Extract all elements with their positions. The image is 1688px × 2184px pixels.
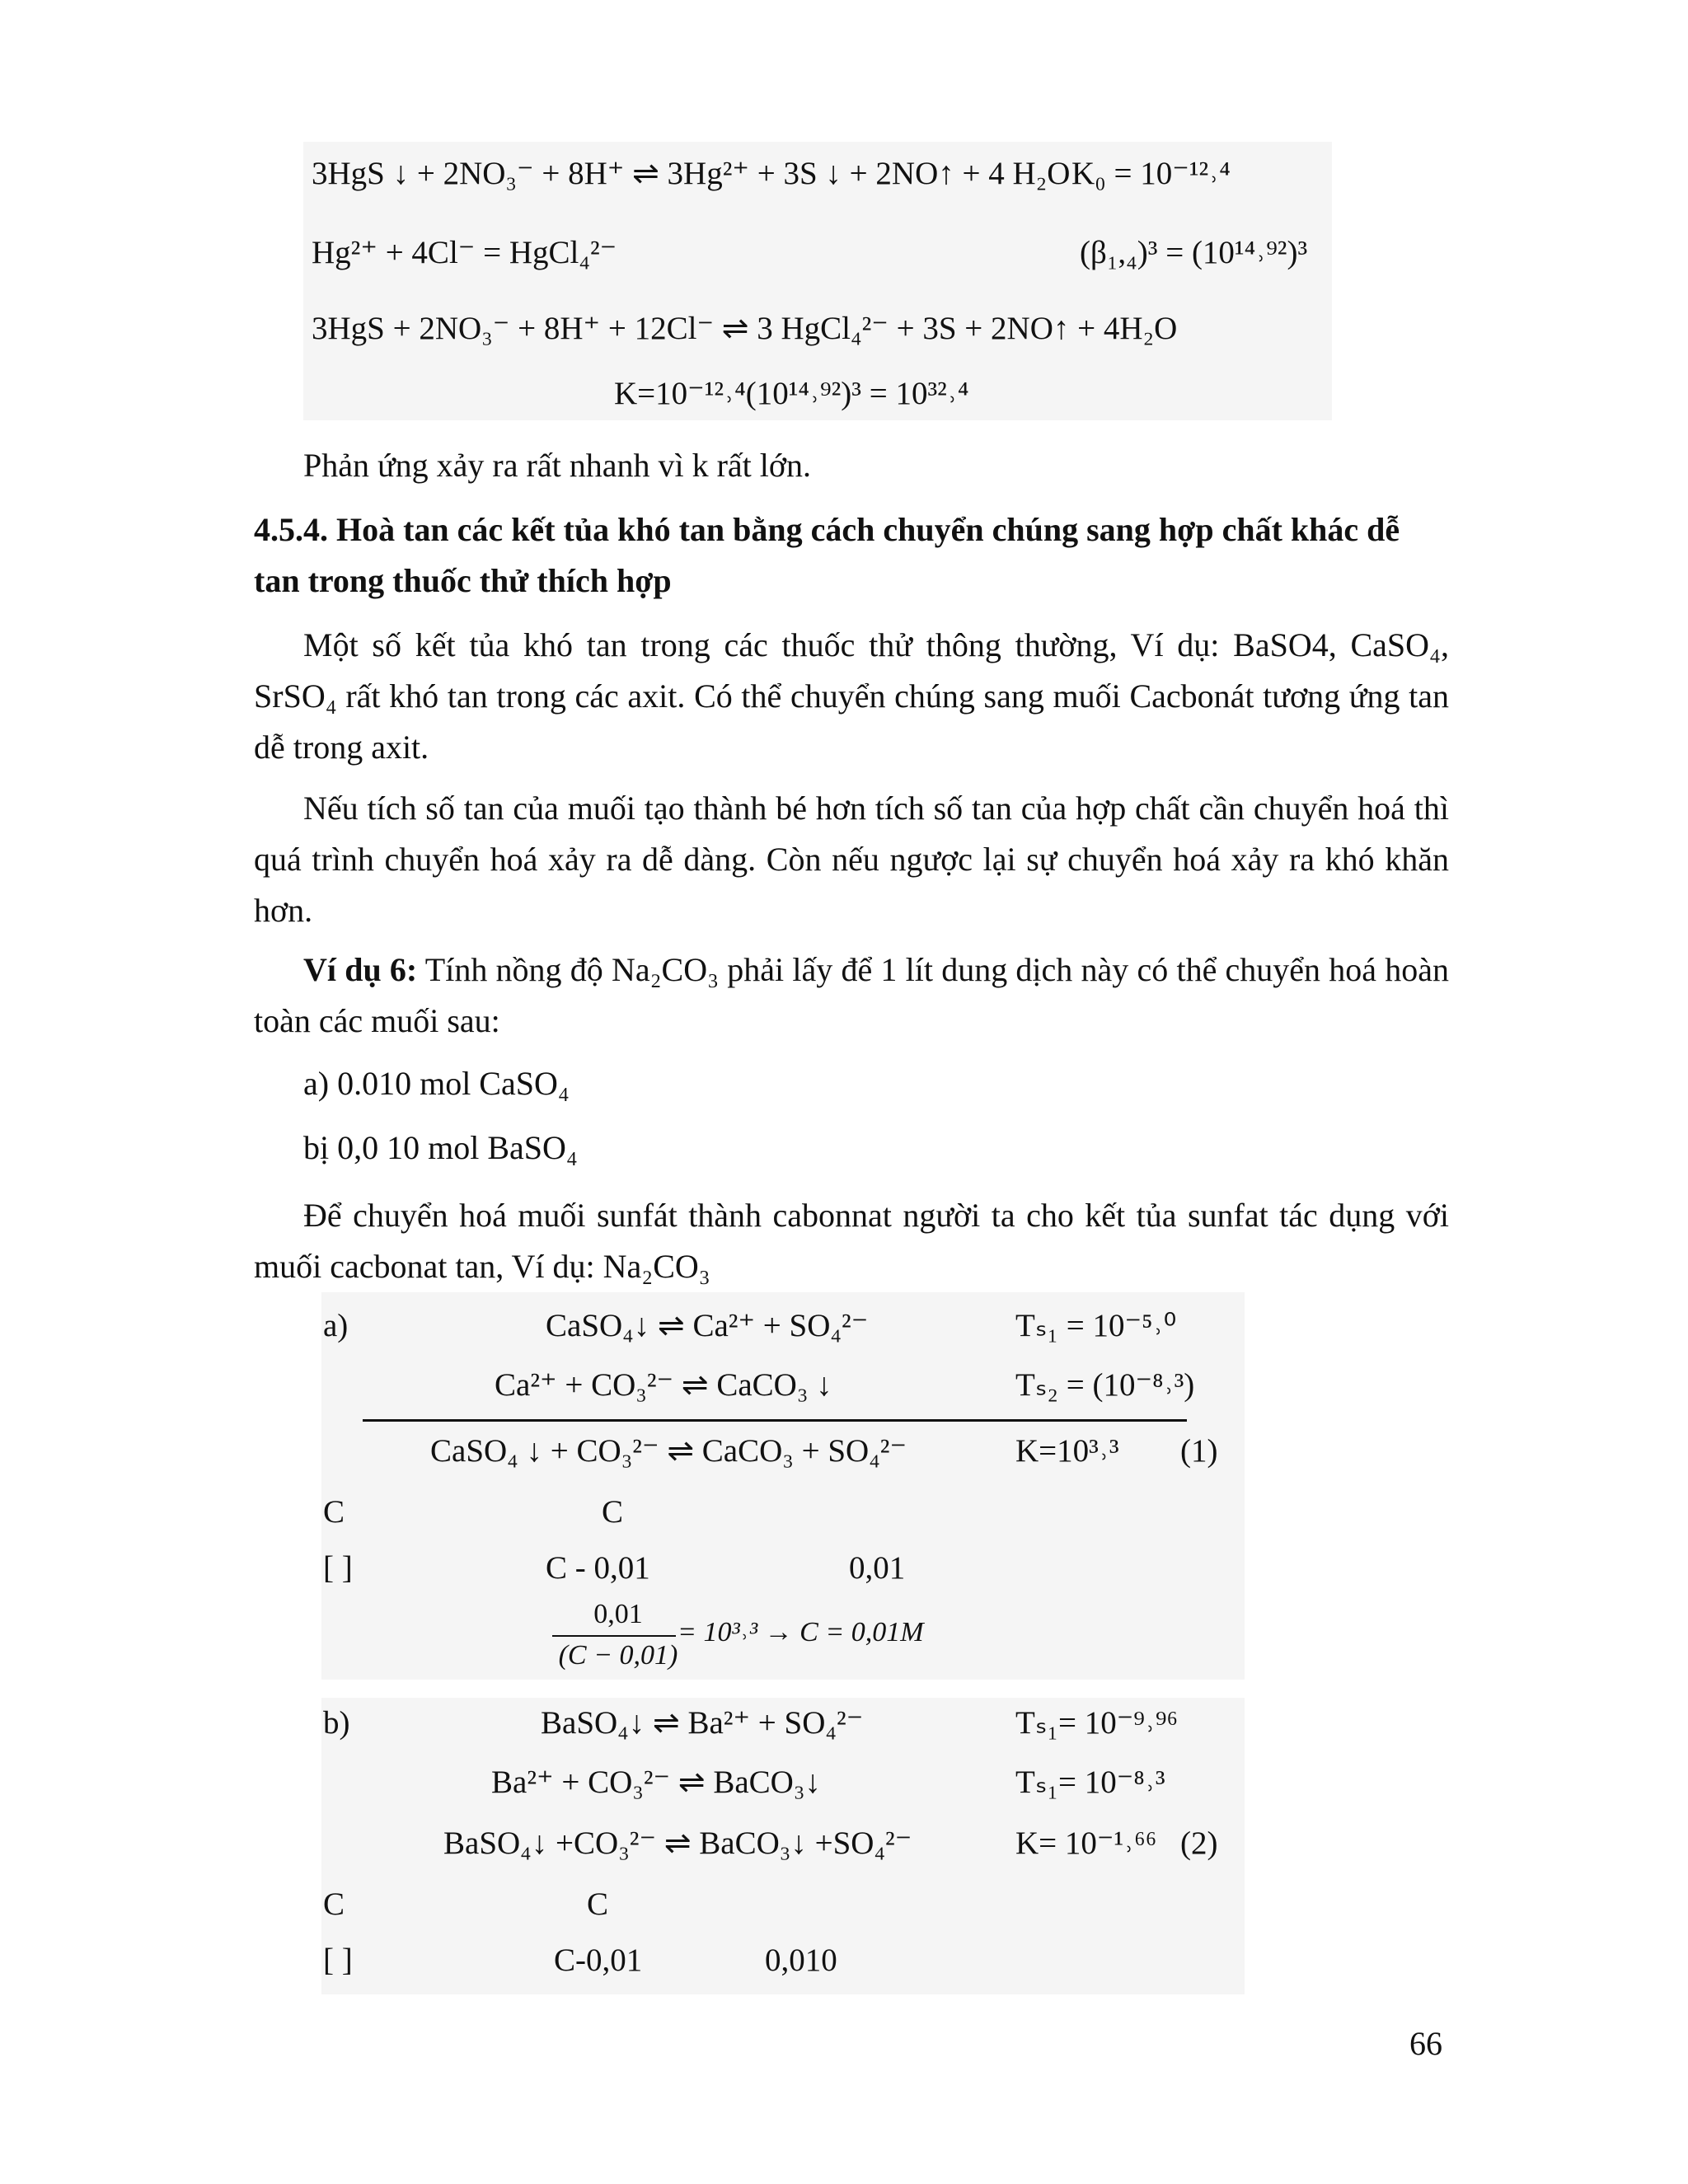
part-a-k: K=10³˒³ [1015, 1433, 1119, 1469]
equation-beta: (β₁,₄)³ = (10¹⁴˒⁹²)³ [1080, 235, 1308, 270]
part-a-reaction-1: CaSO₄↓ ⇌ Ca²⁺ + SO₄²⁻ [546, 1308, 869, 1343]
part-a-eq-value-1: C - 0,01 [546, 1550, 650, 1586]
item-a: a) 0.010 mol CaSO₄ [303, 1065, 570, 1102]
equation-hg-chloride: Hg²⁺ + 4Cl⁻ = HgCl₄²⁻ [312, 235, 617, 270]
paragraph-3-text: Để chuyển hoá muối sunfát thành cabonnat người ta cho kết tủa sunfat tác dụng với muối cacbonat tan, Ví dụ: Na₂CO₃ [254, 1197, 1449, 1285]
part-b-reaction-1: BaSO₄↓ ⇌ Ba²⁺ + SO₄²⁻ [541, 1705, 864, 1741]
sentence-fast-reaction: Phản ứng xảy ra rất nhanh vì k rất lớn. [303, 447, 812, 484]
part-a-eq-value-2: 0,01 [849, 1550, 906, 1586]
part-b-number: (2) [1180, 1825, 1218, 1861]
part-a-reaction-overall: CaSO₄ ↓ + CO₃²⁻ ⇌ CaCO₃ + SO₄²⁻ [430, 1433, 907, 1469]
example-label: Ví dụ 6: [303, 951, 418, 988]
part-b-reaction-overall: BaSO₄↓ +CO₃²⁻ ⇌ BaCO₃↓ +SO₄²⁻ [443, 1825, 912, 1861]
part-a-ts2: Tₛ₂ = (10⁻⁸˒³) [1015, 1367, 1195, 1403]
part-a-fraction-numerator: 0,01 [593, 1599, 643, 1629]
part-b-label: b) [323, 1705, 350, 1741]
part-b-c-label: C [323, 1886, 345, 1922]
section-heading: 4.5.4. Hoà tan các kết tủa khó tan bằng cách chuyển chúng sang hợp chất khác dễ tan trong thuốc thử thích hợp [254, 511, 1400, 599]
item-b: bị 0,0 10 mol BaSO₄ [303, 1129, 578, 1166]
part-b-reaction-2: Ba²⁺ + CO₃²⁻ ⇌ BaCO₃↓ [491, 1765, 821, 1800]
paragraph-1 [254, 620, 1449, 773]
equation-overall: 3HgS + 2NO₃⁻ + 8H⁺ + 12Cl⁻ ⇌ 3 HgCl₄²⁻ + 3S + 2NO↑ + 4H₂O [312, 311, 1178, 346]
paragraph-1-text: Một số kết tủa khó tan trong các thuốc thử thông thường, Ví dụ: BaSO4, CaSO₄, SrSO₄ rất khó tan trong các axit. Có thể chuyển chúng sang muối Cacbonát tương ứng tan dễ trong axit. [254, 626, 1449, 766]
part-b-eq-value-2: 0,010 [765, 1943, 837, 1978]
paragraph-3 [254, 1190, 1449, 1292]
paragraph-2 [254, 783, 1449, 936]
part-a-fraction-bar [552, 1635, 676, 1637]
example-text: Tính nồng độ Na₂CO₃ phải lấy để 1 lít dung dịch này có thể chuyển hoá hoàn toàn các muối sau: [254, 951, 1450, 1039]
part-b-eq-label: [ ] [323, 1943, 353, 1978]
example-6 [254, 944, 1449, 1047]
paragraph-2-text: Nếu tích số tan của muối tạo thành bé hơn tích số tan của hợp chất cần chuyển hoá thì quá trình chuyển hoá xảy ra dễ dàng. Còn nếu ngược lại sự chuyển hoá xảy ra khó khăn hơn. [254, 790, 1449, 929]
equation-k0: K₀ = 10⁻¹²˒⁴ [1071, 156, 1231, 191]
part-a-number: (1) [1180, 1433, 1218, 1469]
part-b-ts1: Tₛ₁= 10⁻⁹˒⁹⁶ [1015, 1705, 1179, 1741]
part-a-fraction-result: = 10³˒³ → C = 0,01M [678, 1617, 924, 1647]
part-b-c-value: C [587, 1886, 609, 1922]
equation-k-overall: K=10⁻¹²˒⁴(10¹⁴˒⁹²)³ = 10³²˒⁴ [614, 376, 969, 411]
part-a-c-value: C [602, 1494, 624, 1530]
part-b-ts2: Tₛ₁= 10⁻⁸˒³ [1015, 1765, 1165, 1800]
part-b-eq-value-1: C-0,01 [554, 1943, 643, 1978]
page-number: 66 [1409, 2025, 1442, 2062]
part-a-label: a) [323, 1308, 349, 1343]
part-a-ts1: Tₛ₁ = 10⁻⁵˒⁰ [1015, 1308, 1177, 1343]
part-a-reaction-2: Ca²⁺ + CO₃²⁻ ⇌ CaCO₃ ↓ [495, 1367, 832, 1403]
part-a-c-label: C [323, 1494, 345, 1530]
equation-hgs-nitrate: 3HgS ↓ + 2NO₃⁻ + 8H⁺ ⇌ 3Hg²⁺ + 3S ↓ + 2NO↑ + 4 H₂O [312, 156, 1071, 191]
part-a-eq-label: [ ] [323, 1550, 353, 1586]
part-b-k: K= 10⁻¹˒⁶⁶ [1015, 1825, 1157, 1861]
part-a-sum-rule [363, 1419, 1187, 1422]
part-a-fraction-denominator: (C − 0,01) [558, 1640, 678, 1671]
